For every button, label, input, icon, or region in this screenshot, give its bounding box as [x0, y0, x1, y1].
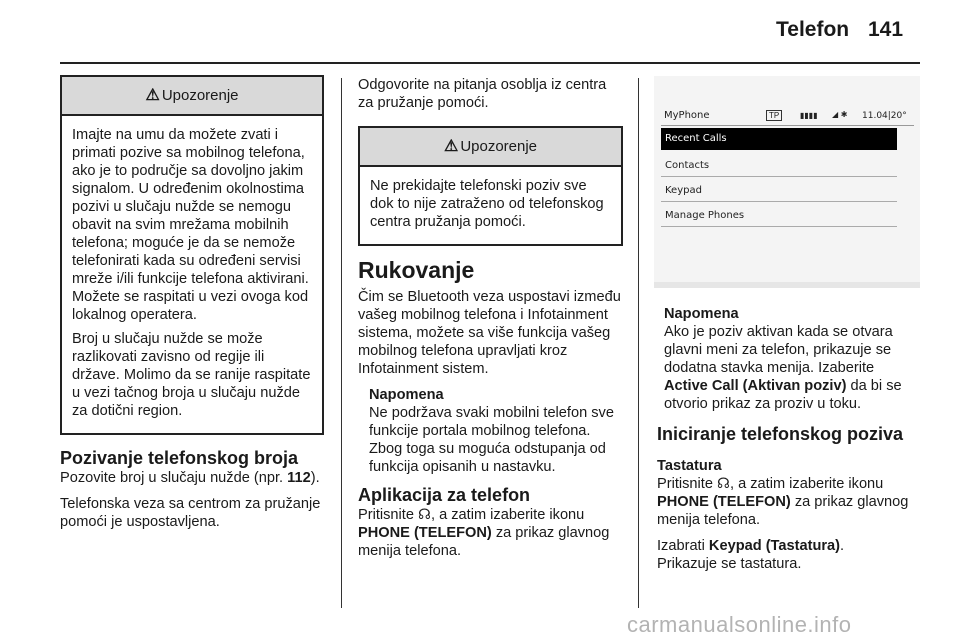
- phone-icon: ☊: [418, 507, 431, 523]
- signal-icon: ◢ ✱: [832, 110, 848, 119]
- section-heading: Rukovanje: [358, 257, 475, 283]
- warning-box: [358, 126, 623, 246]
- column-divider-1: [341, 78, 342, 608]
- note-body: Ako je poziv aktivan kada se otvara glavni meni za telefon, prikazuje se dodatna stavka menija. Izaberite Active Call (Aktivan poziv) da bi se otvorio prikaz za proziv u toku.: [664, 324, 902, 412]
- section-heading: Pozivanje telefonskog broja: [60, 448, 299, 468]
- warning-title: Upozorenje: [460, 137, 538, 155]
- right-column: [657, 305, 920, 581]
- status-clock: 11.04|20°: [862, 111, 907, 121]
- menu-item-keypad[interactable]: Keypad: [665, 185, 702, 196]
- warning-body: [360, 167, 621, 244]
- subheading: Tastatura: [657, 458, 722, 474]
- screen-title: MyPhone: [664, 110, 710, 121]
- note: [657, 305, 920, 413]
- warning-box: [60, 75, 324, 435]
- note: [358, 386, 623, 476]
- section-heading: Aplikacija za telefon: [358, 485, 531, 505]
- paragraph: Pritisnite ☊, a zatim izaberite ikonu PHONE (TELEFON) za prikaz glavnog menija telefona.: [657, 476, 909, 528]
- note-body: Ne podržava svaki mobilni telefon sve funkcije portala mobilnog telefona. Zbog toga su moguća odstupanja od funkcija opisanih u nastavku.: [369, 405, 614, 475]
- middle-column: [358, 76, 623, 568]
- section-heading: Iniciranje telefonskog poziva: [657, 424, 904, 444]
- page-number: 141: [868, 18, 904, 41]
- column-divider-2: [638, 78, 639, 608]
- battery-icon: ▮▮▮▮: [800, 111, 818, 120]
- paragraph: Pritisnite ☊, a zatim izaberite ikonu PHONE (TELEFON) za prikaz glavnog menija telefona.: [358, 507, 610, 559]
- warning-header: [360, 128, 621, 167]
- note-title: Napomena: [369, 387, 444, 403]
- tp-indicator: TP: [766, 110, 782, 121]
- paragraph: Izabrati Keypad (Tastatura).: [657, 538, 845, 554]
- warning-body: [62, 116, 322, 433]
- warning-title: Upozorenje: [161, 86, 239, 104]
- warning-paragraph: Broj u slučaju nužde se može razlikovati zavisno od regije ili države. Molimo da se ranije raspitate u vezi tačnog broja u slučaju nužde za dotični region.: [72, 331, 311, 419]
- menu-item-manage-phones[interactable]: Manage Phones: [665, 210, 745, 221]
- page-title: Telefon: [776, 18, 850, 41]
- warning-icon: ⚠: [443, 137, 459, 155]
- warning-icon: ⚠: [145, 86, 160, 104]
- phone-icon: ☊: [717, 476, 730, 492]
- paragraph: Prikazuje se tastatura.: [657, 556, 802, 572]
- paragraph: Čim se Bluetooth veza uspostavi između vašeg mobilnog telefona i Infotainment sistema, možete sa više funkcija vašeg mobilnog telefona upravljati kroz Infotainment sistem.: [358, 289, 621, 377]
- header-divider: [60, 62, 920, 64]
- note-title: Napomena: [664, 306, 739, 322]
- paragraph: Telefonska veza sa centrom za pružanje pomoći je uspostavljena.: [60, 496, 321, 530]
- phone-menu-screenshot: [654, 76, 920, 288]
- warning-paragraph: Ne prekidajte telefonski poziv sve dok to nije zatraženo od telefonskog centra pružanja pomoći.: [370, 178, 604, 230]
- emergency-number: 112: [287, 470, 311, 486]
- warning-paragraph: Imajte na umu da možete zvati i primati pozive sa mobilnog telefona, ako je to područje sa dovoljno jakim signalom. U određenim okolnostima pozivi u slučaju nužde se nemogu obavit na svim mrežama mobilnih telefona; moguće je da se nemože telefonirati kada su određeni servisi mreže i/ili funkcije telefona aktivirani. Možete se raspitati u vezi ovoga kod lokalnog operatera.: [72, 127, 309, 323]
- left-column: [60, 75, 324, 539]
- paragraph: Odgovorite na pitanja osoblja iz centra za pružanje pomoći.: [358, 77, 607, 111]
- menu-item-recent-calls[interactable]: Recent Calls: [661, 128, 897, 150]
- watermark: carmanualsonline.info: [627, 612, 852, 637]
- paragraph: Pozovite broj u slučaju nužde (npr. 112).: [60, 470, 320, 486]
- menu-item-contacts[interactable]: Contacts: [665, 160, 710, 171]
- warning-header: [62, 77, 322, 116]
